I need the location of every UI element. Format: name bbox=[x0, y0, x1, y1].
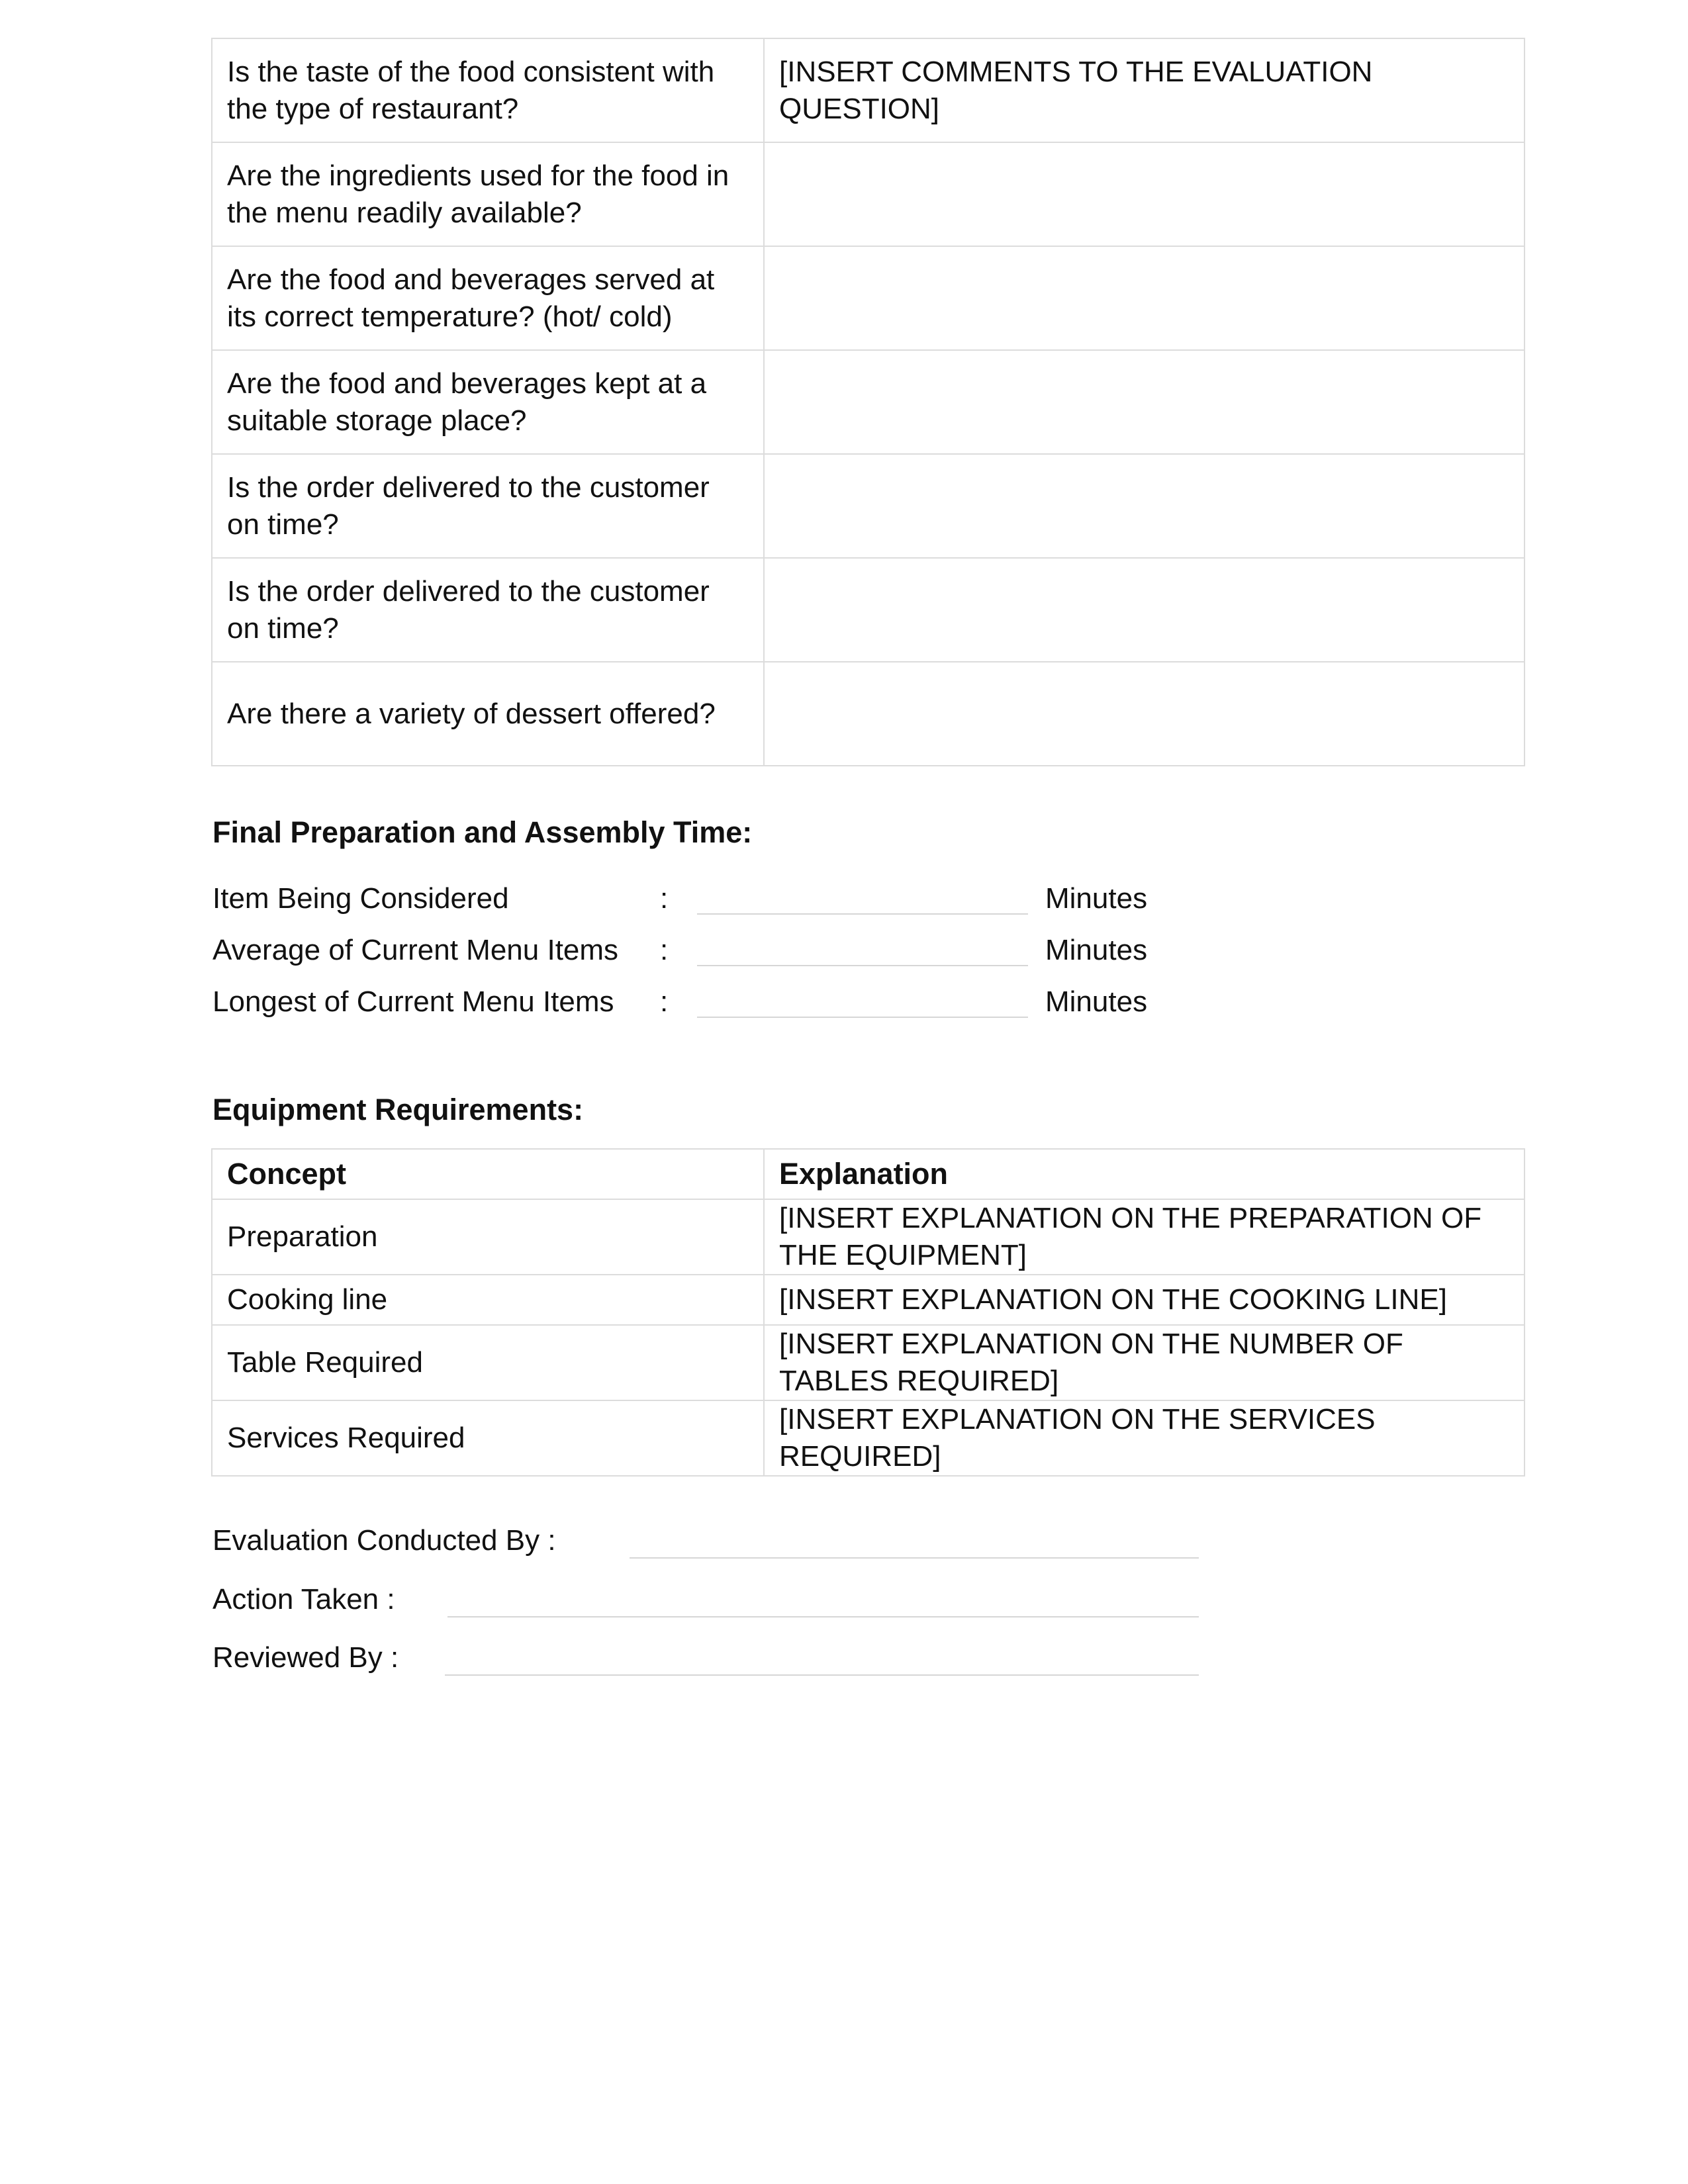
table-row bbox=[212, 142, 1524, 246]
evaluation-comment-cell[interactable] bbox=[764, 454, 1524, 558]
time-row-unit: Minutes bbox=[1045, 985, 1148, 1018]
action-taken-field[interactable] bbox=[447, 1616, 1199, 1617]
table-header-row bbox=[212, 1149, 1524, 1199]
evaluation-conducted-by-field[interactable] bbox=[630, 1557, 1199, 1559]
evaluation-comment-cell[interactable] bbox=[764, 662, 1524, 766]
evaluation-question: Are the food and beverages served at its correct temperature? (hot/ cold) bbox=[212, 246, 764, 350]
item-considered-minutes-field[interactable] bbox=[697, 913, 1028, 915]
time-row-unit: Minutes bbox=[1045, 882, 1148, 915]
table-row bbox=[212, 662, 1524, 766]
time-row-item-considered bbox=[212, 880, 1205, 917]
reviewed-by-label: Reviewed By : bbox=[212, 1641, 399, 1674]
time-row-label: Longest of Current Menu Items bbox=[212, 985, 614, 1018]
table-row bbox=[212, 454, 1524, 558]
action-taken-row bbox=[212, 1581, 1205, 1618]
equipment-table bbox=[211, 1148, 1525, 1477]
table-row bbox=[212, 350, 1524, 454]
concept-cell: Table Required bbox=[212, 1325, 764, 1400]
time-row-unit: Minutes bbox=[1045, 934, 1148, 966]
column-header-explanation: Explanation bbox=[764, 1149, 1524, 1199]
table-row bbox=[212, 1199, 1524, 1275]
table-row bbox=[212, 246, 1524, 350]
explanation-cell[interactable]: [INSERT EXPLANATION ON THE NUMBER OF TABLES REQUIRED] bbox=[764, 1325, 1524, 1400]
evaluation-question: Is the order delivered to the customer on time? bbox=[212, 558, 764, 662]
table-row bbox=[212, 1400, 1524, 1476]
table-row bbox=[212, 1325, 1524, 1400]
time-row-colon: : bbox=[660, 934, 669, 966]
evaluation-comment-cell[interactable]: [INSERT COMMENTS TO THE EVALUATION QUESTION] bbox=[764, 38, 1524, 142]
explanation-cell[interactable]: [INSERT EXPLANATION ON THE COOKING LINE] bbox=[764, 1275, 1524, 1325]
evaluation-question: Are the ingredients used for the food in the menu readily available? bbox=[212, 142, 764, 246]
concept-cell: Cooking line bbox=[212, 1275, 764, 1325]
table-row bbox=[212, 1275, 1524, 1325]
time-row-label: Item Being Considered bbox=[212, 882, 509, 915]
time-row-average-items bbox=[212, 932, 1205, 969]
evaluation-comment-cell[interactable] bbox=[764, 350, 1524, 454]
evaluation-comment-cell[interactable] bbox=[764, 142, 1524, 246]
reviewed-by-field[interactable] bbox=[445, 1674, 1199, 1676]
action-taken-label: Action Taken : bbox=[212, 1583, 395, 1615]
evaluation-conducted-by-label: Evaluation Conducted By : bbox=[212, 1524, 556, 1557]
time-row-colon: : bbox=[660, 882, 669, 915]
evaluation-question: Are the food and beverages kept at a suitable storage place? bbox=[212, 350, 764, 454]
evaluation-table bbox=[211, 38, 1525, 766]
concept-cell: Preparation bbox=[212, 1199, 764, 1275]
explanation-cell[interactable]: [INSERT EXPLANATION ON THE PREPARATION OF THE EQUIPMENT] bbox=[764, 1199, 1524, 1275]
time-row-colon: : bbox=[660, 985, 669, 1018]
reviewed-by-row bbox=[212, 1639, 1205, 1676]
evaluation-question: Is the order delivered to the customer on time? bbox=[212, 454, 764, 558]
evaluation-comment-cell[interactable] bbox=[764, 558, 1524, 662]
table-row bbox=[212, 38, 1524, 142]
evaluation-question: Are there a variety of dessert offered? bbox=[212, 662, 764, 766]
evaluation-conducted-by-row bbox=[212, 1522, 1205, 1559]
column-header-concept: Concept bbox=[212, 1149, 764, 1199]
equipment-requirements-heading: Equipment Requirements: bbox=[212, 1093, 584, 1126]
evaluation-comment-cell[interactable] bbox=[764, 246, 1524, 350]
table-row bbox=[212, 558, 1524, 662]
explanation-cell[interactable]: [INSERT EXPLANATION ON THE SERVICES REQUIRED] bbox=[764, 1400, 1524, 1476]
longest-items-minutes-field[interactable] bbox=[697, 1017, 1028, 1018]
time-row-label: Average of Current Menu Items bbox=[212, 934, 619, 966]
concept-cell: Services Required bbox=[212, 1400, 764, 1476]
time-row-longest-items bbox=[212, 983, 1205, 1021]
evaluation-question: Is the taste of the food consistent with the type of restaurant? bbox=[212, 38, 764, 142]
final-preparation-heading: Final Preparation and Assembly Time: bbox=[212, 815, 753, 849]
average-items-minutes-field[interactable] bbox=[697, 965, 1028, 966]
